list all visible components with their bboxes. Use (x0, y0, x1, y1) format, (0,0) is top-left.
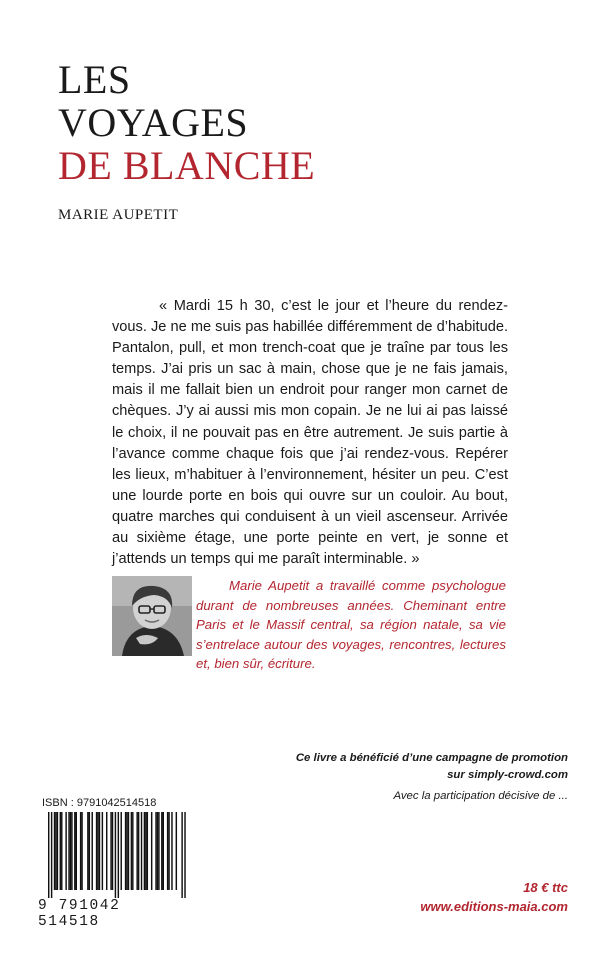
participation-note: Avec la participation décisive de ... (393, 790, 568, 802)
barcode-bar (68, 812, 69, 890)
barcode-bar (167, 812, 168, 890)
barcode-bar (158, 812, 159, 890)
barcode-bar (163, 812, 164, 890)
barcode-bar (110, 812, 111, 890)
barcode-bar (71, 812, 72, 890)
barcode-bar (168, 812, 169, 890)
barcode-bar (89, 812, 90, 890)
barcode-bar (128, 812, 129, 890)
barcode-bar (126, 812, 127, 890)
barcode-bar (144, 812, 145, 890)
barcode-bar (70, 812, 71, 890)
publisher-website: www.editions-maia.com (420, 899, 568, 914)
barcode-bar (147, 812, 148, 890)
barcode-bar (115, 812, 116, 898)
barcode-bar (106, 812, 107, 890)
barcode-bar (141, 812, 142, 890)
barcode-bar (181, 812, 182, 898)
barcode-bar (112, 812, 113, 890)
barcode-bar (145, 812, 146, 890)
barcode-bar (60, 812, 61, 890)
barcode-bar (102, 812, 103, 890)
barcode-bar (176, 812, 177, 890)
title-line-1: LES (58, 57, 131, 102)
title-line-2: VOYAGES (58, 100, 249, 145)
author-portrait-image (112, 576, 192, 656)
barcode-bar (184, 812, 185, 898)
barcode-bar (81, 812, 82, 890)
barcode (38, 812, 192, 930)
barcode-bar (132, 812, 133, 890)
barcode-bar (171, 812, 172, 890)
barcode-bar (51, 812, 52, 898)
barcode-bar (125, 812, 126, 890)
barcode-bar (121, 812, 122, 890)
barcode-bar (57, 812, 58, 890)
back-cover-excerpt: « Mardi 15 h 30, c’est le jour et l’heure du rendez-vous. Je ne me suis pas habillée différemment de d’habitude. Pantalon, pull, et mon trench-coat que je traîne par tous les temps. J’ai pris un sac à main, chose que je ne fais jamais, mais il me fallait bien un endroit pour ranger mon carnet de chèques. J’y ai aussi mis mon copain. Je ne lui ai pas laissé le choix, il ne pouvait pas en être autrement. Je suis partie à l’avance comme chaque fois que j’ai rendez-vous. Repérer les lieux, m’habituer à l’environnement, hésiter un peu. C’est une lourde porte en bois qui ouvre sur un couloir. Au bout, quatre marches qui conduisent à un vieil ascenseur. Arrivée au sixième étage, une porte peinte en vert, je sonne et j’attends un temps qui me paraît interminable. » (112, 298, 508, 568)
barcode-bar (155, 812, 156, 890)
barcode-bar (76, 812, 77, 890)
barcode-bar (65, 812, 66, 890)
barcode-bar (161, 812, 162, 890)
author-photo (112, 576, 192, 656)
barcode-bar (92, 812, 93, 890)
barcode-bar (136, 812, 137, 890)
isbn-label: ISBN : 9791042514518 (42, 797, 157, 809)
barcode-bar (55, 812, 56, 890)
barcode-bar (157, 812, 158, 890)
promotion-notice (188, 750, 568, 783)
title-line-3: DE BLANCHE (58, 143, 316, 188)
promotion-line-2: sur simply-crowd.com (447, 768, 568, 781)
barcode-bar (61, 812, 62, 890)
barcode-bar (87, 812, 88, 890)
barcode-bar (48, 812, 49, 898)
barcode-bar (74, 812, 75, 890)
barcode-digits: 9 791042 514518 (38, 898, 121, 930)
barcode-bar (118, 812, 119, 898)
barcode-bar (97, 812, 98, 890)
author-name: MARIE AUPETIT (58, 207, 179, 223)
barcode-bars (38, 812, 192, 898)
barcode-bar (138, 812, 139, 890)
barcode-bar (96, 812, 97, 890)
author-biography: Marie Aupetit a travaillé comme psychologue durant de nombreuses années. Cheminant entre Paris et le Massif central, sa région natale, sa vie s’entrelace autour des voyages, rencontres, lectures et, bien sûr, écriture. (196, 578, 506, 672)
barcode-bar (151, 812, 152, 890)
promotion-line-1: Ce livre a bénéficié d’une campagne de promotion (295, 752, 568, 764)
barcode-bar (99, 812, 100, 890)
barcode-bar (80, 812, 81, 890)
price: 18 € ttc (523, 880, 568, 895)
barcode-bar (54, 812, 55, 890)
barcode-bar (131, 812, 132, 890)
